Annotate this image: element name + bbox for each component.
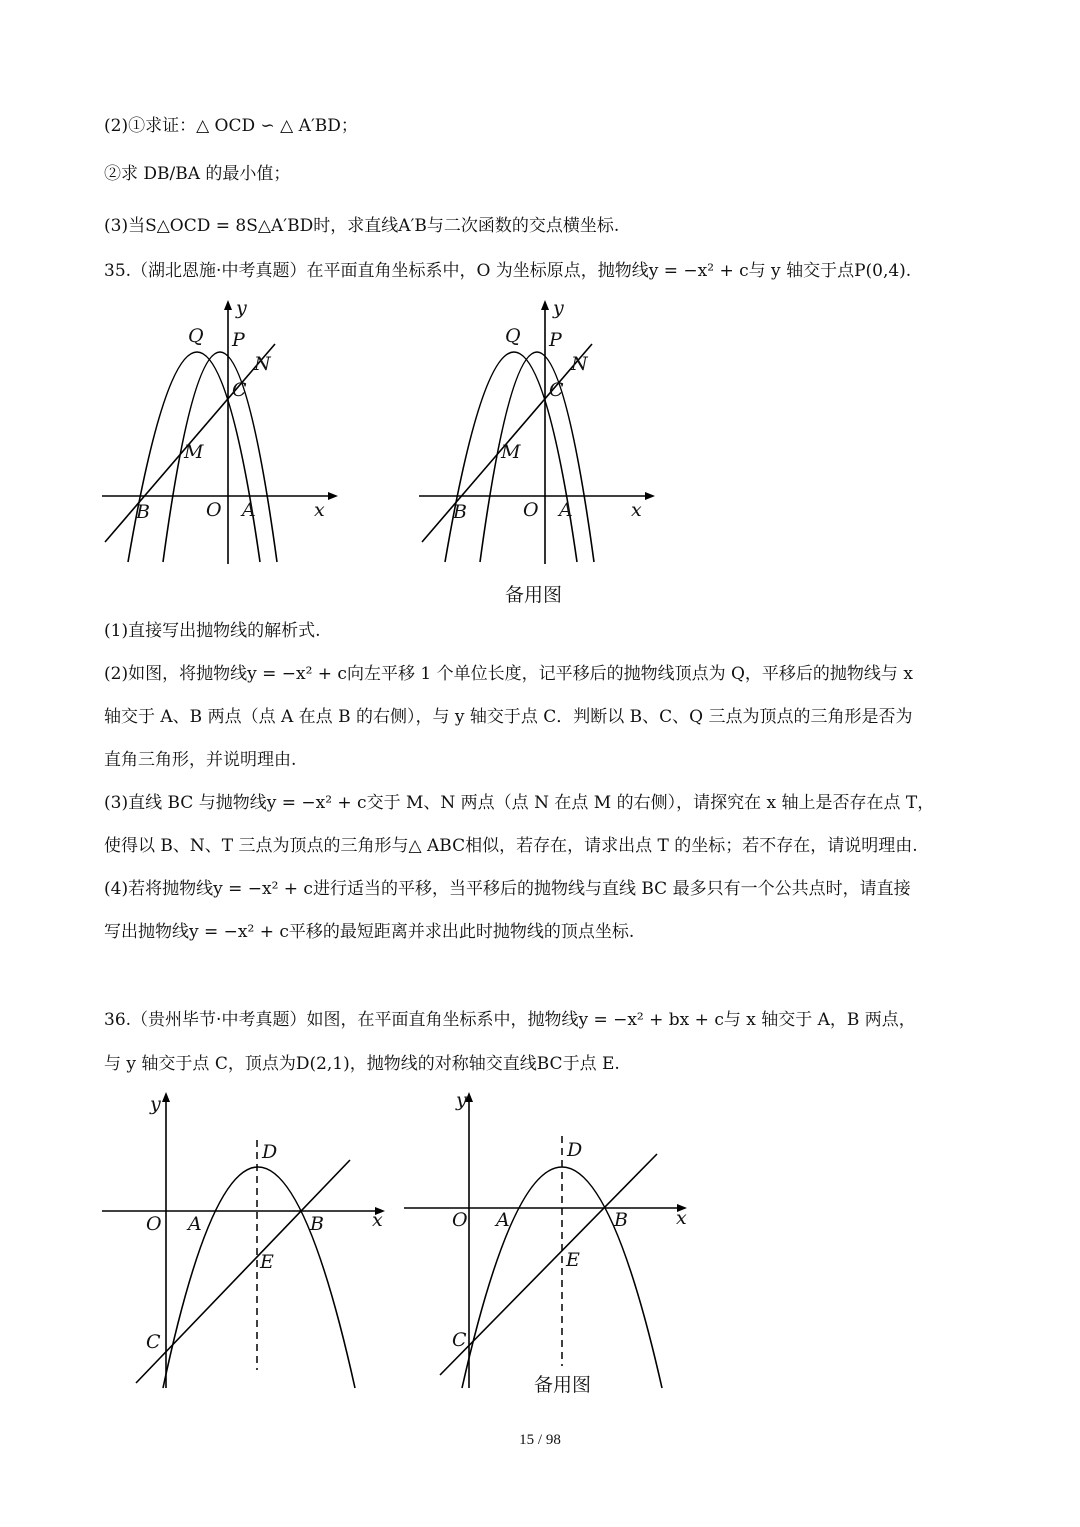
fig35-label-P: P [232,329,245,351]
figure-36-main [100,1090,390,1390]
fig36b-label-y: y [456,1089,467,1111]
fig36-label-O: O [146,1213,162,1235]
fig36-label-C: C [146,1331,161,1353]
fig35b-label-A: A [559,499,573,521]
q35-part4-line1: (4)若将抛物线y = −x² + c进行适当的平移，当平移后的抛物线与直线 BC 最多只有一个公共点时，请直接 [104,879,911,899]
q34-part3: (3)当S△OCD = 8S△A′BD时，求直线A′B与二次函数的交点横坐标. [104,216,620,236]
fig35b-label-N: N [571,353,588,375]
fig35b-label-Q: Q [505,325,521,347]
fig36-caption: 备用图 [532,1370,593,1397]
fig35-label-C: C [232,379,247,401]
q34-part2-line2: ②求 DB/BA 的最小值； [104,164,291,184]
fig36b-label-E: E [566,1249,580,1271]
fig36-label-B: B [310,1213,324,1235]
fig36-label-x: x [372,1209,383,1231]
q35-part3-line1: (3)直线 BC 与抛物线y = −x² + c交于 M、N 两点（点 N 在点 M 的右侧），请探究在 x 轴上是否存在点 T， [104,793,935,813]
q34-part2-line1: (2)①求证：△ OCD ∽ △ A′BD； [104,116,358,136]
q35-stem: 35.（湖北恩施·中考真题）在平面直角坐标系中，O 为坐标原点，抛物线y = −x² + c与 y 轴交于点P(0,4). [104,261,912,281]
q35-part2-line3: 直角三角形，并说明理由. [104,750,297,770]
fig35-label-Q: Q [188,325,204,347]
fig36-label-A: A [188,1213,202,1235]
fig35-caption: 备用图 [505,584,563,606]
fig35b-label-C: C [549,379,564,401]
q36-stem-line2: 与 y 轴交于点 C，顶点为D(2,1)，抛物线的对称轴交直线BC于点 E. [104,1054,620,1074]
fig36-label-y: y [150,1093,161,1115]
fig35-label-B: B [136,501,150,523]
figure-35-main [100,298,340,568]
q35-part2-line1: (2)如图，将抛物线y = −x² + c向左平移 1 个单位长度，记平移后的抛物线顶点为 Q，平移后的抛物线与 x [104,664,913,684]
fig35-label-O: O [206,499,222,521]
fig36b-label-B: B [614,1209,628,1231]
fig35b-label-x: x [631,499,642,521]
fig35b-label-M: M [501,441,521,463]
fig36b-label-A: A [496,1209,510,1231]
fig36b-label-x: x [676,1207,687,1229]
page-number: 15 / 98 [519,1432,561,1448]
fig36b-label-C: C [452,1329,467,1351]
figure-35-spare [417,298,657,568]
q35-part4-line2: 写出抛物线y = −x² + c平移的最短距离并求出此时抛物线的顶点坐标. [104,922,635,942]
q35-part2-line2: 轴交于 A、B 两点（点 A 在点 B 的右侧），与 y 轴交于点 C．判断以 B、C、Q 三点为顶点的三角形是否为 [104,707,913,727]
fig35b-label-P: P [549,329,562,351]
figure-36-spare [402,1090,692,1390]
fig35-label-M: M [184,441,204,463]
q35-part3-line2: 使得以 B、N、T 三点为顶点的三角形与△ ABC相似，若存在，请求出点 T 的坐标；若不存在，请说明理由. [104,836,918,856]
fig35-label-N: N [254,353,271,375]
fig36-label-D: D [262,1141,278,1163]
fig36b-label-O: O [452,1209,468,1231]
fig35-label-A: A [242,499,256,521]
fig35-label-x: x [314,499,325,521]
fig35b-label-y: y [553,297,564,319]
fig36-label-E: E [260,1251,274,1273]
q36-stem-line1: 36.（贵州毕节·中考真题）如图，在平面直角坐标系中，抛物线y = −x² + bx + c与 x 轴交于 A，B 两点， [104,1010,916,1030]
fig35b-label-B: B [453,501,467,523]
fig36b-label-D: D [567,1139,583,1161]
fig35-label-y: y [236,297,247,319]
fig35b-label-O: O [523,499,539,521]
q35-part1: (1)直接写出抛物线的解析式. [104,621,321,641]
